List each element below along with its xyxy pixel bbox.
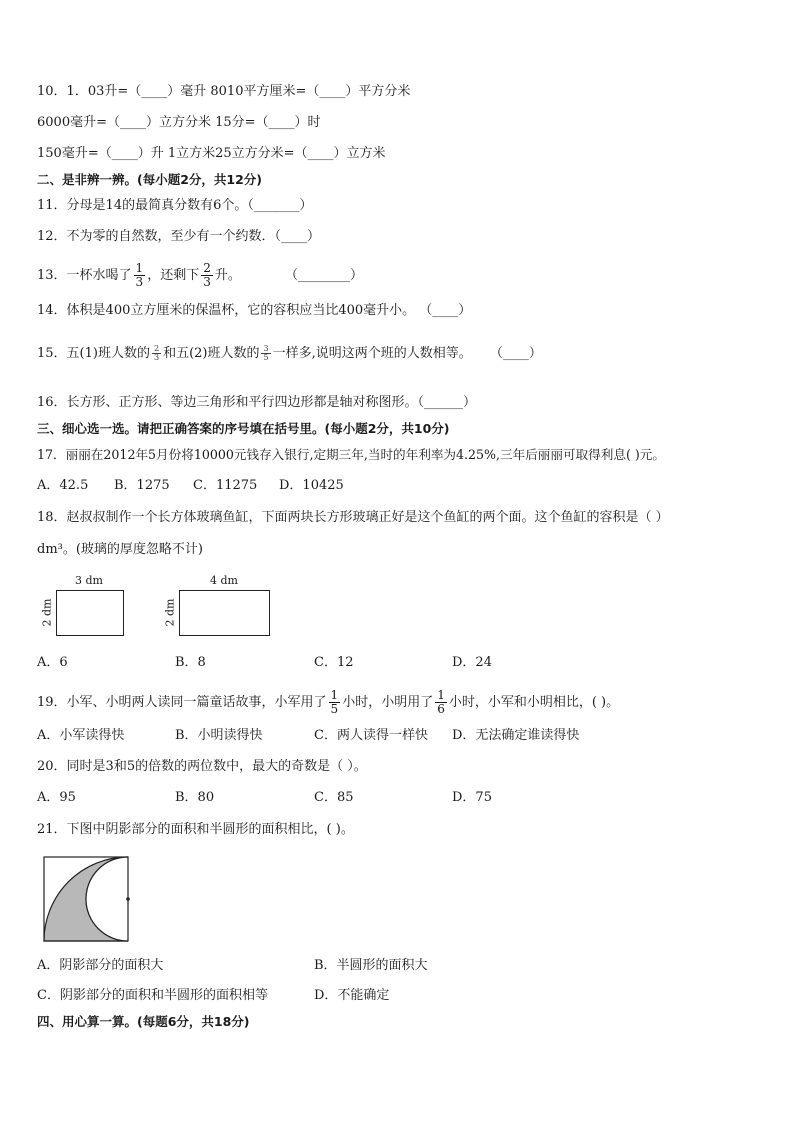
rect2-width-label: 4 dm (210, 574, 238, 587)
q17-option-c: C．11275 (193, 478, 258, 493)
q14: 14．体积是400立方厘米的保温杯，它的容积应当比400毫升小。 （____） (37, 303, 472, 318)
q11: 11．分母是14的最简真分数有6个。（_______） (37, 198, 313, 213)
q19-option-d: D．无法确定谁读得快 (452, 728, 580, 743)
q18-option-b: B．8 (175, 655, 206, 670)
q13-fraction-1: $\frac{1}{3}$ (135, 261, 144, 289)
section-4-heading: 四、用心算一算。(每题6分，共18分) (37, 1014, 250, 1029)
glass-panel-3x2 (56, 590, 124, 636)
semicircle-center-dot (126, 897, 130, 901)
q21: 21．下图中阴影部分的面积和半圆形的面积相比，( )。 (37, 822, 354, 837)
q20-option-b: B．80 (175, 790, 215, 805)
q17-option-a: A．42.5 (37, 478, 89, 493)
q19-fraction-2: $\frac{1}{6}$ (437, 688, 445, 716)
rect1-width-label: 3 dm (75, 574, 103, 587)
q21-option-d: D．不能确定 (314, 988, 390, 1003)
q15-blank: （____） (489, 346, 542, 361)
q18-option-a: A．6 (37, 655, 68, 670)
q19-option-c: C．两人读得一样快 (314, 728, 428, 743)
q10-line3: 150毫升=（____）升 1立方米25立方分米=（____）立方米 (37, 146, 386, 161)
q19-suffix: 小时，小军和小明相比，( )。 (448, 695, 620, 710)
q13-suffix: 升。 (214, 268, 241, 283)
q15-mid: 和五(2)班人数的 (163, 346, 260, 361)
q18-text-2: dm³。(玻璃的厚度忽略不计) (37, 542, 204, 557)
q20-option-a: A．95 (37, 790, 76, 805)
section-2-heading: 二、是非辨一辨。(每小题2分，共12分) (37, 172, 263, 187)
q13-fraction-2: $\frac{2}{3}$ (203, 261, 211, 289)
q19-fraction-1: $\frac{1}{5}$ (330, 688, 339, 716)
q10-line1: 10．1．03升=（____）毫升 8010平方厘米=（____）平方分米 (37, 84, 411, 99)
q13 (37, 262, 363, 289)
q21-option-c: C．阴影部分的面积和半圆形的面积相等 (37, 988, 268, 1003)
q21-option-b: B．半圆形的面积大 (314, 958, 428, 973)
q18-option-d: D．24 (452, 655, 492, 670)
q20-option-d: D．75 (452, 790, 492, 805)
q21-option-a: A．阴影部分的面积大 (37, 958, 164, 973)
q15-prefix: 15．五(1)班人数的 (37, 346, 150, 361)
rect2-height-label: 2 dm (163, 598, 177, 627)
q18-option-c: C．12 (314, 655, 354, 670)
q13-prefix: 13．一杯水喝了 (37, 268, 132, 283)
q16: 16．长方形、正方形、等边三角形和平行四边形都是轴对称图形。（______） (37, 395, 477, 410)
q10-line2: 6000毫升=（____）立方分米 15分=（____）时 (37, 115, 321, 130)
q15-fraction-2: $\frac{3}{5}$ (263, 344, 269, 362)
section-3-heading: 三、细心选一选。请把正确答案的序号填在括号里。(每小题2分，共10分) (37, 421, 450, 436)
q17-option-d: D．10425 (279, 478, 344, 493)
q19-option-b: B．小明读得快 (175, 728, 263, 743)
q17-option-b: B．1275 (114, 478, 170, 493)
glass-panel-4x2 (179, 590, 270, 636)
q15-fraction-1: $\frac{2}{3}$ (153, 344, 160, 362)
q19 (37, 689, 619, 716)
q19-option-a: A．小军读得快 (37, 728, 125, 743)
q13-mid: ，还剩下 (147, 268, 200, 283)
rect1-height-label: 2 dm (40, 598, 54, 627)
q12: 12．不为零的自然数，至少有一个约数．（____） (37, 229, 321, 244)
q15-suffix: 一样多,说明这两个班的人数相等。 (272, 346, 472, 361)
q19-mid: 小时，小明用了 (342, 695, 434, 710)
q19-prefix: 19．小军、小明两人读同一篇童话故事，小军用了 (37, 695, 327, 710)
q13-blank: （________） (285, 268, 364, 283)
q17: 17．丽丽在2012年5月份将10000元钱存入银行,定期三年,当时的年利率为4.25%,三年后丽丽可取得利息( )元。 (37, 447, 665, 462)
q20: 20．同时是3和5的倍数的两位数中，最大的奇数是（ ）。 (37, 759, 367, 774)
shaded-area-figure (42, 855, 130, 943)
q18-text: 18．赵叔叔制作一个长方体玻璃鱼缸，下面两块长方形玻璃正好是这个鱼缸的两个面。这个鱼缸的容积是（ ） (37, 510, 669, 525)
q15 (37, 345, 542, 363)
q20-option-c: C．85 (314, 790, 354, 805)
